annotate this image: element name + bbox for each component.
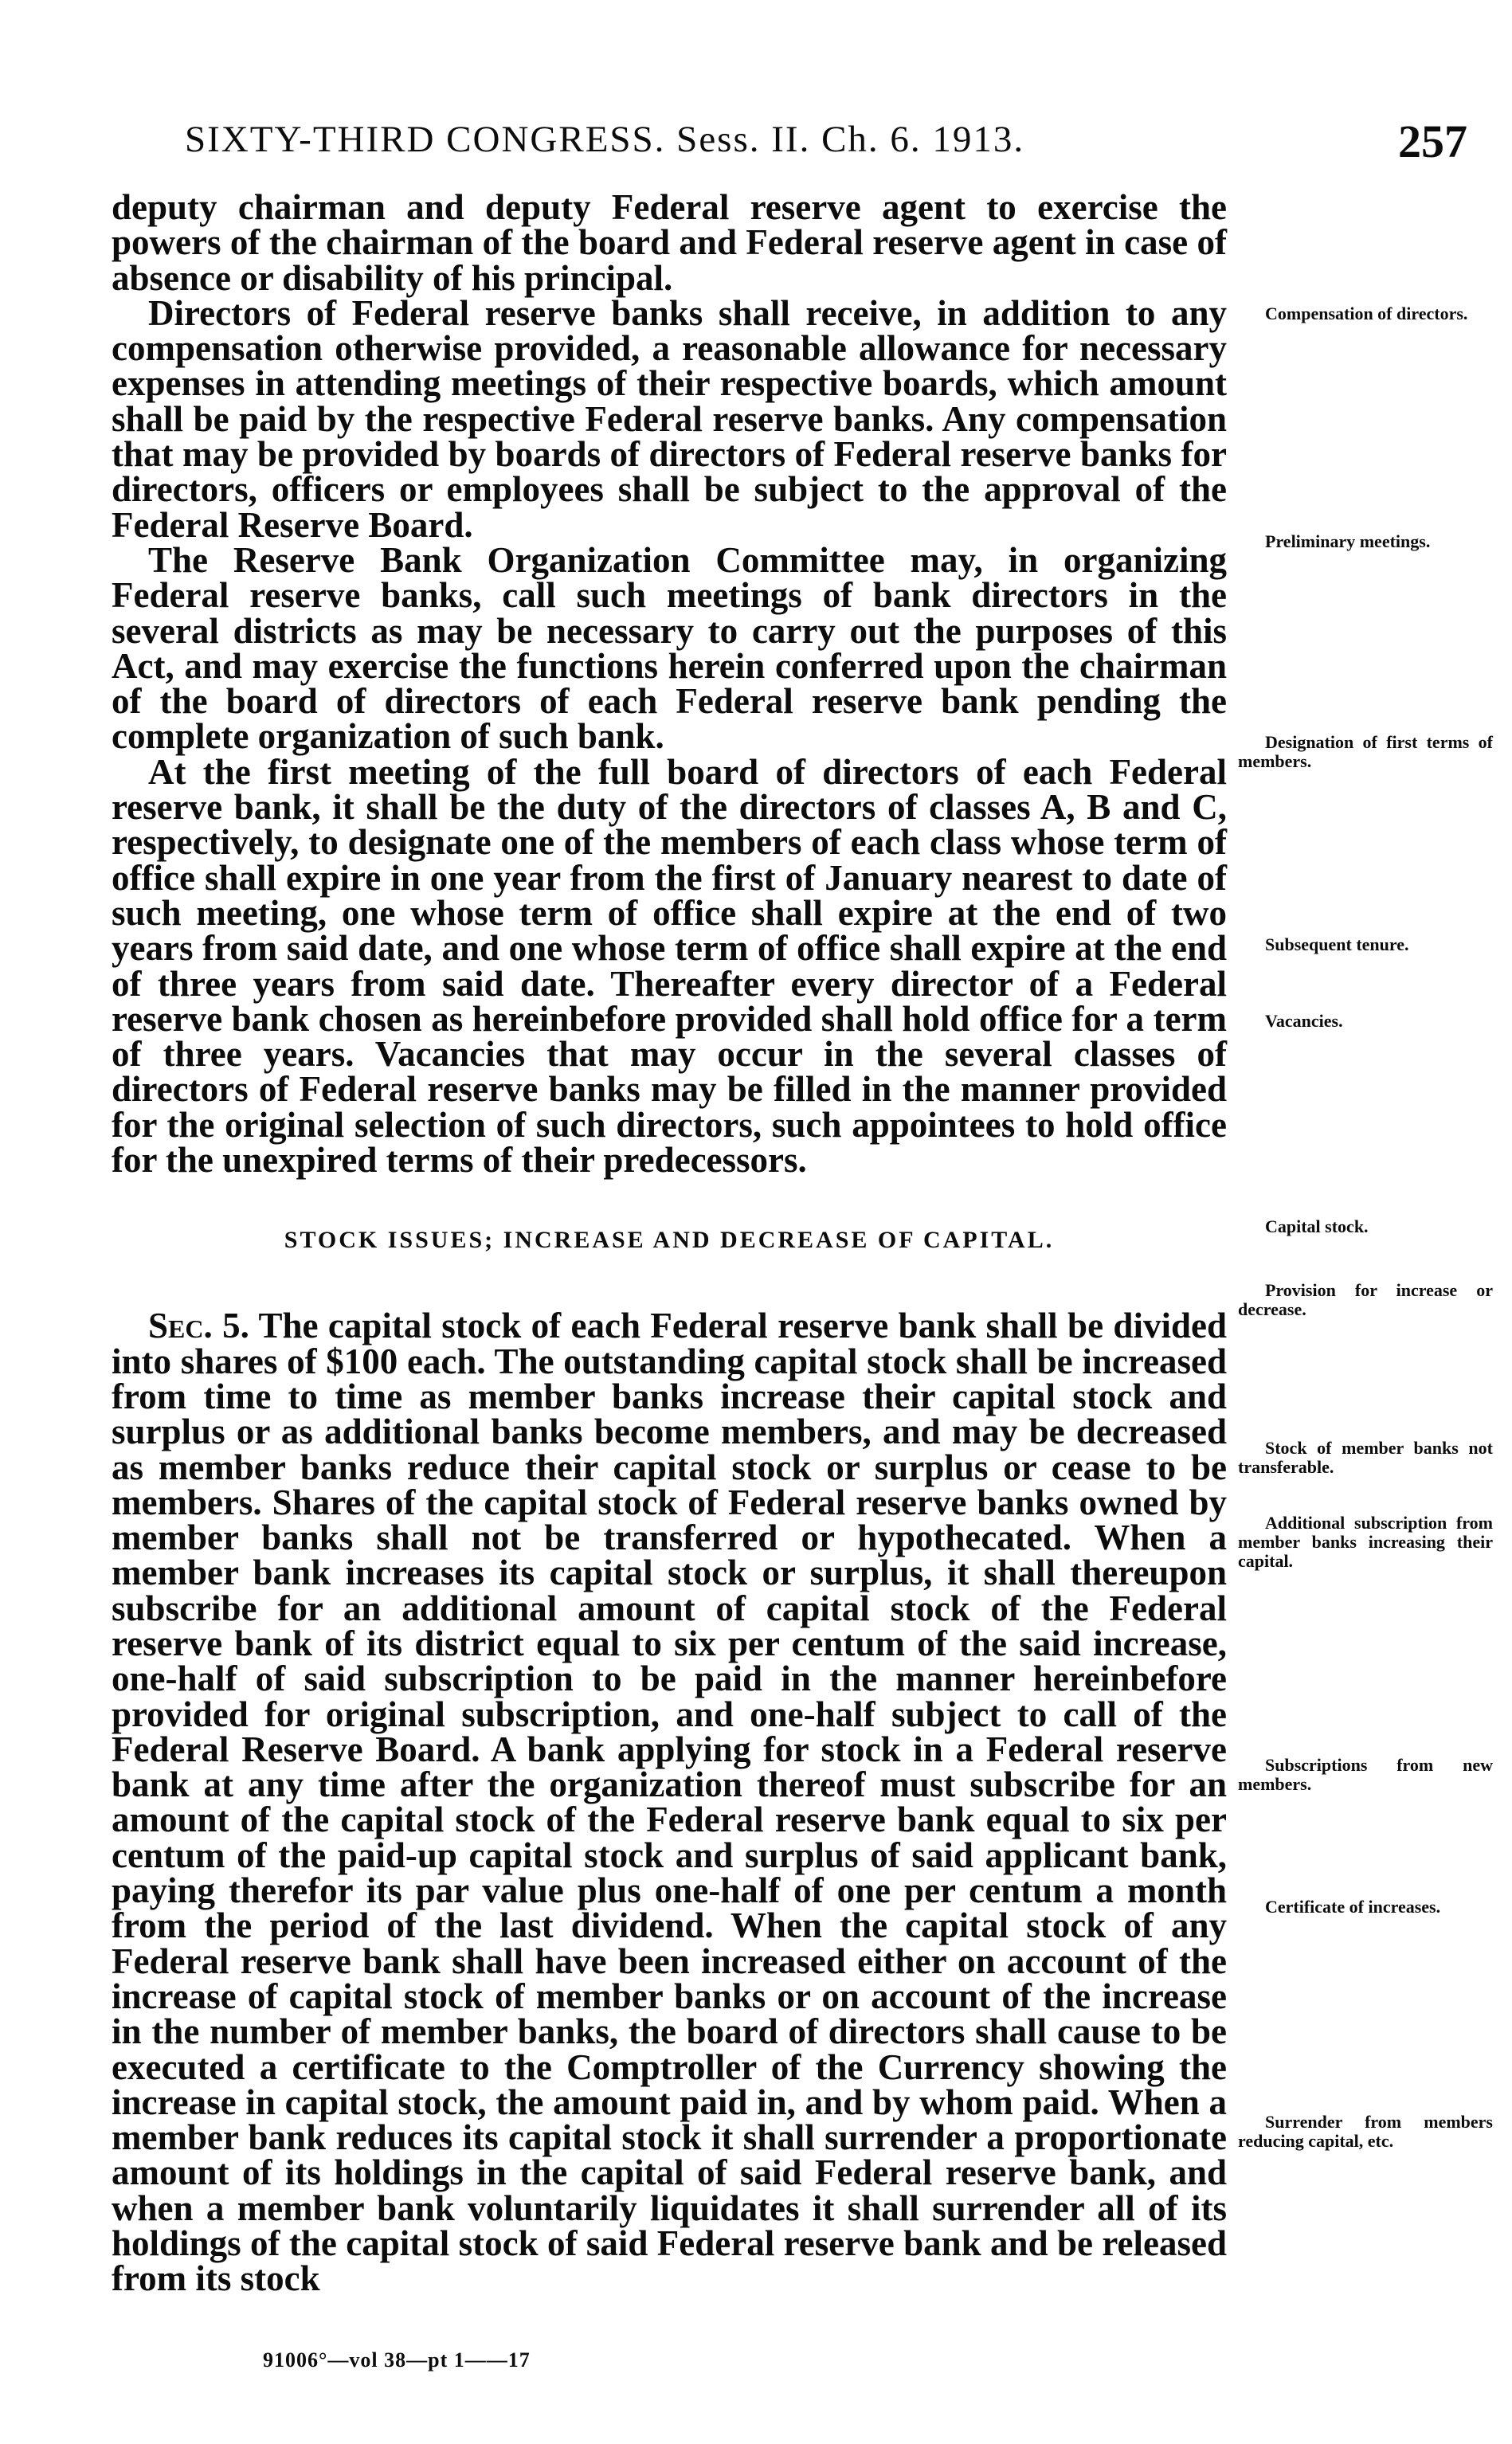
paragraph-compensation: Directors of Federal reserve banks shall receive, in addition to any compensation otherwise provided, a reasonable allowance for necessary expenses in attending meetings of their respective boards, which amount shall be paid by the respective Federal reserve banks. Any compensation that may be provided by boards of directors of Federal reserve banks for directors, officers or employees shall be subject to the approval of the Federal Reserve Board.	[112, 292, 1227, 545]
paragraph-terms-of-directors: At the first meeting of the full board of directors of each Federal reserve bank, it shall be the duty of the directors of classes A, B and C, respectively, to designate one of the members of each class whose term of office shall expire in one year from the first of January nearest to date of such meeting, one whose term of office shall expire at the end of two years from said date, and one whose term of office shall expire at the end of three years from said date. Thereafter every director of a Federal reserve bank chosen as hereinbefore provided shall hold office for a term of three years. Vacancies that may occur in the several classes of directors of Federal reserve banks may be filled in the manner provided for the original selection of such directors, such appointees to hold office for the unexpired terms of their predecessors.	[112, 751, 1227, 1181]
main-text	[112, 187, 1227, 2299]
margin-note-new-members: Subscriptions from new members.	[1238, 1755, 1493, 1794]
margin-note-subsequent-tenure: Subsequent tenure.	[1265, 934, 1409, 954]
running-title: SIXTY-THIRD CONGRESS. Sess. II. Ch. 6. 1913.	[185, 119, 1025, 160]
paragraph-deputy-chairman: deputy chairman and deputy Federal reserve agent to exercise the powers of the chairman of the board and Federal reserve agent in case of absence or disability of his principal.	[112, 187, 1227, 298]
margin-note-first-terms: Designation of first terms of members.	[1238, 732, 1493, 771]
paragraph-preliminary-meetings: The Reserve Bank Organization Committee may, in organizing Federal reserve banks, call such meetings of bank directors in the several districts as may be necessary to carry out the purposes of this Act, and may exercise the functions herein conferred upon the chairman of the board of directors of each Federal reserve bank pending the complete organization of such bank.	[112, 539, 1227, 757]
margin-note-capital-stock: Capital stock.	[1265, 1216, 1369, 1236]
margin-note-compensation: Compensation of directors.	[1265, 304, 1468, 323]
margin-note-surrender: Surrender from members reducing capital, etc.	[1238, 2112, 1493, 2151]
running-header	[185, 118, 1467, 167]
section-5-text: The capital stock of each Federal reserve bank shall be divided into shares of $100 each. The outstanding capital stock shall be increased from time to time as member banks increase their capital stock and surplus or as additional banks become members, and may be decreased as member banks reduce their capital stock or surplus or cease to be members. Shares of the capital stock of Federal reserve banks owned by member banks shall not be transferred or hypothecated. When a member bank increases its capital stock or surplus, it shall thereupon subscribe for an additional amount of capital stock of the Federal reserve bank of its district equal to six per centum of the said increase, one-half of said subscription to be paid in the manner hereinbefore provided for original subscription, and one-half subject to call of the Federal Reserve Board. A bank applying for stock in a Federal reserve bank at any time after the organization thereof must subscribe for an amount of the capital stock of the Federal reserve bank equal to six per centum of the paid-up capital stock and surplus of said applicant bank, paying therefor its par value plus one-half of one per centum a month from the period of the last dividend. When the capital stock of any Federal reserve bank shall have been increased either on account of the increase of capital stock of member banks or on account of the increase in the number of member banks, the board of directors shall cause to be executed a certificate to the Comptroller of the Currency showing the increase in capital stock, the amount paid in, and by whom paid. When a member bank reduces its capital stock it shall surrender a proportionate amount of its holdings in the capital of said Federal reserve bank, and when a member bank voluntarily liquidates it shall surrender all of its holdings of the capital stock of said Federal reserve bank and be released from its stock	[112, 1306, 1227, 2299]
page-number: 257	[1398, 116, 1467, 167]
section-number: Sec. 5.	[148, 1306, 249, 1346]
margin-note-preliminary-meetings: Preliminary meetings.	[1265, 531, 1431, 551]
margin-note-certificate: Certificate of increases.	[1265, 1897, 1441, 1917]
margin-note-increase-decrease: Provision for increase or decrease.	[1238, 1280, 1493, 1319]
margin-note-not-transferable: Stock of member banks not transferable.	[1238, 1438, 1493, 1477]
section-heading: STOCK ISSUES; INCREASE AND DECREASE OF CAPITAL.	[284, 1227, 1055, 1254]
printer-signature: 91006°—vol 38—pt 1——17	[263, 2348, 531, 2372]
margin-note-vacancies: Vacancies.	[1265, 1011, 1343, 1031]
paragraph-section-5	[112, 1306, 1227, 2299]
margin-note-additional-subscription: Additional subscription from member banks increasing their capital.	[1238, 1513, 1493, 1571]
